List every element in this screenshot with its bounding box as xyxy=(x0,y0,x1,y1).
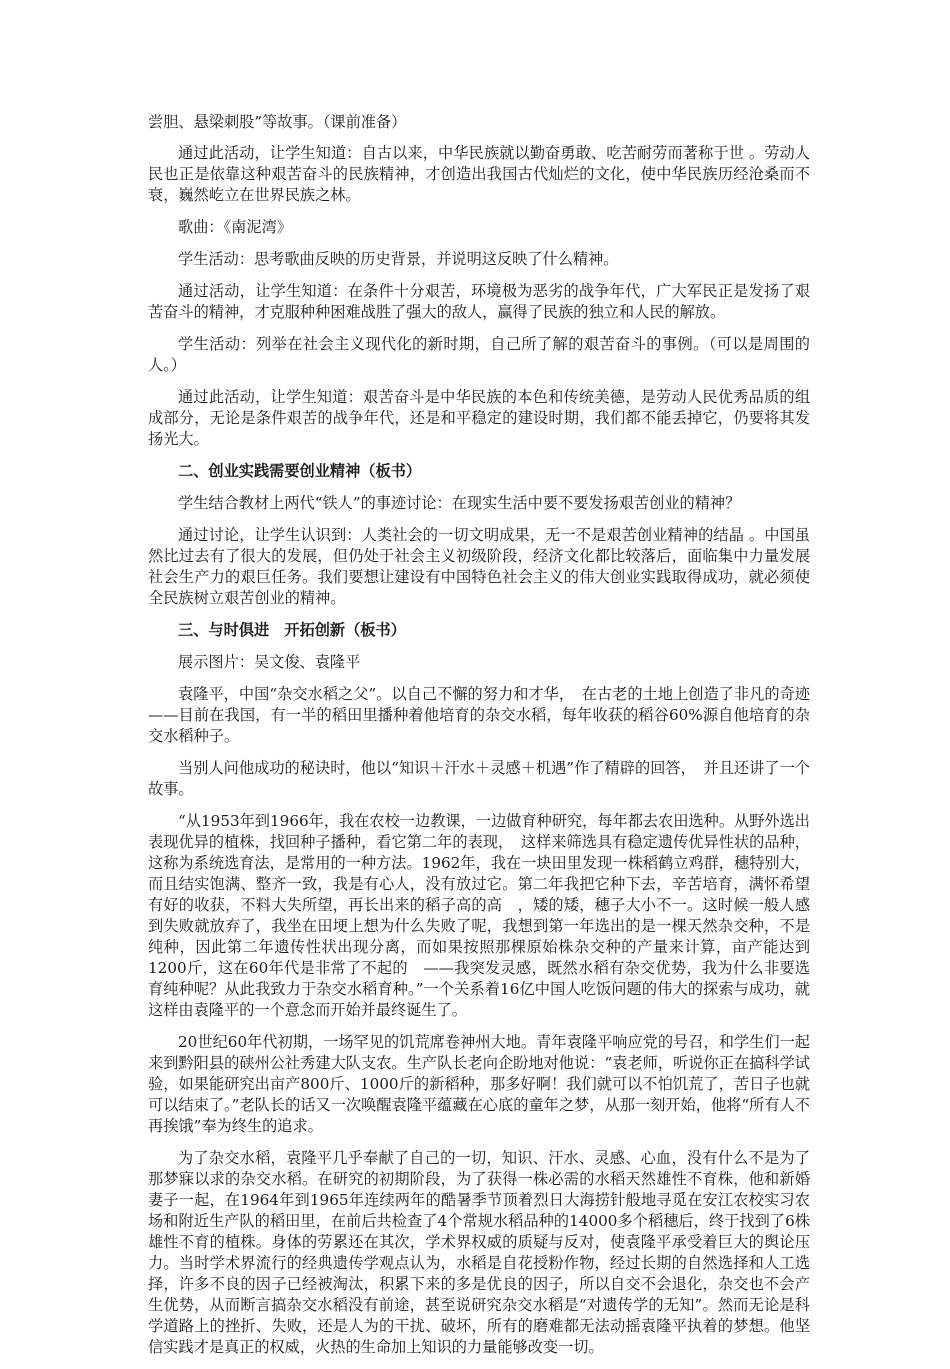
paragraph-show-pictures: 展示图片：吴文俊、袁隆平 xyxy=(178,653,361,671)
section-heading-3: 三、与时俱进 开拓创新（板书） xyxy=(178,621,406,639)
paragraph-story-intro: 尝胆、悬梁刺股”等故事。（课前准备） xyxy=(148,113,407,131)
paragraph-activity-summary-3: 通过此活动，让学生知道：艰苦奋斗是中华民族的本色和传统美德，是劳动人民优秀品质的组成部分，无论是条件艰苦的战争年代，还是和平稳定的建设时期，我们都不能丢掉它，仍要将其发扬光大。 xyxy=(148,388,810,448)
paragraph-dedication: 为了杂交水稻，袁隆平几乎奉献了自己的一切，知识、汗水、灵感、心血，没有什么不是为了那梦寐以求的杂交水稻。在研究的初期阶段，为了获得一株必需的水稻天然雄性不育株，他和新婚妻子一起，在1964年到1965年连续两年的酷暑季节顶着烈日大海捞针般地寻觅在安江农校实习农场和附近生产队的稻田里，在前后共检查了4个常规水稻品种的14000多个稻穗后，终于找到了6株雄性不育的植株。身体的劳累还在其次，学术界权威的质疑与反对，使袁隆平承受着巨大的舆论压力。当时学术界流行的经典遗传学观点认为，水稻是自花授粉作物，经过长期的自然选择和人工选择，许多不良的因子已经被淘汰，积累下来的多是优良的因子，所以自交不会退化，杂交也不会产生优势，从而断言搞杂交水稻没有前途，甚至说研究杂交水稻是“对遗传学的无知”。然而无论是科学道路上的挫折、失败，还是人为的干扰、破坏，所有的磨难都无法动摇袁隆平执着的梦想。他坚信实践才是真正的权威，火热的生命加上知识的力量能够改变一切。 xyxy=(148,1149,810,1356)
paragraph-famine-story: 20世纪60年代初期，一场罕见的饥荒席卷神州大地。青年袁隆平响应党的号召，和学生们一起来到黔阳县的硖州公社秀建大队支农。生产队长老向企盼地对他说：“袁老师，听说你正在搞科学试验，如果能研究出亩产800斤、1000斤的新稻种，那多好啊！我们就可以不怕饥荒了，苦日子也就可以结束了。”老队长的话又一次唤醒袁隆平蕴藏在心底的童年之梦，从那一刻开始，他将“所有人不再挨饿”奉为终生的追求。 xyxy=(148,1033,810,1135)
paragraph-activity-summary-2: 通过活动，让学生知道：在条件十分艰苦，环境极为恶劣的战争年代，广大军民正是发扬了艰苦奋斗的精神，才克服种种困难战胜了强大的敌人，赢得了民族的独立和人民的解放。 xyxy=(148,282,810,321)
paragraph-student-activity-2: 学生活动：列举在社会主义现代化的新时期，自己所了解的艰苦奋斗的事例。（可以是周围的人。） xyxy=(148,335,810,374)
paragraph-song-title: 歌曲：《南泥湾》 xyxy=(178,218,292,236)
paragraph-iron-man-discussion: 学生结合教材上两代“铁人”的事迹讨论：在现实生活中要不要发扬艰苦创业的精神？ xyxy=(178,494,741,512)
paragraph-activity-summary-1: 通过此活动，让学生知道：自古以来，中华民族就以勤奋勇敢、吃苦耐劳而著称于世 。劳动人民也正是依靠这种艰苦奋斗的民族精神，才创造出我国古代灿烂的文化，使中华民族历经沧桑而不衰，巍然屹立在世界民族之林。 xyxy=(148,144,810,204)
paragraph-yuan-longping-intro: 袁隆平，中国“杂交水稻之父”。以自己不懈的努力和才华， 在古老的土地上创造了非凡的奇迹——目前在我国，有一半的稻田里播种着他培育的杂交水稻，每年收获的稻谷60%源自他培育的杂交水稻种子。 xyxy=(148,685,810,745)
section-heading-2: 二、创业实践需要创业精神（板书） xyxy=(178,462,421,480)
paragraph-discussion-summary: 通过讨论，让学生认识到：人类社会的一切文明成果，无一不是艰苦创业精神的结晶 。中国虽然比过去有了很大的发展，但仍处于社会主义初级阶段，经济文化都比较落后，面临集中力量发展社会生产力的艰巨任务。我们要想让建设有中国特色社会主义的伟大创业实践取得成功，就必须使全民族树立艰苦创业的精神。 xyxy=(148,526,810,607)
paragraph-success-secret: 当别人问他成功的秘诀时，他以“知识＋汗水＋灵感＋机遇”作了精辟的回答， 并且还讲了一个故事。 xyxy=(148,759,810,798)
paragraph-student-activity-1: 学生活动：思考歌曲反映的历史背景，并说明这反映了什么精神。 xyxy=(178,250,619,268)
paragraph-quote-story: “从1953年到1966年，我在农校一边教课，一边做育种研究，每年都去农田选种。从野外选出表现优异的植株，找回种子播种，看它第二年的表现， 这样来筛选具有稳定遗传优异性状的品种，这称为系统选育法，是常用的一种方法。1962年，我在一块田里发现一株稻鹤立鸡群，穗特别大，而且结实饱满、整齐一致，我是有心人，没有放过它。第二年我把它种下去，辛苦培育，满怀希望有好的收获，不料大失所望，再长出来的稻子高的高 ，矮的矮，穗子大小不一。这时候一般人感到失败就放弃了，我坐在田埂上想为什么失败了呢，我想到第一年选出的是一棵天然杂交种，不是纯种，因此第二年遗传性状出现分离，而如果按照那棵原始株杂交种的产量来计算，亩产能达到1200斤，这在60年代是非常了不起的 ——我突发灵感，既然水稻有杂交优势，我为什么非要选育纯种呢？从此我致力于杂交水稻育种。”一个关系着16亿中国人吃饭问题的伟大的探索与成功，就这样由袁隆平的一个意念而开始并最终诞生了。 xyxy=(148,812,810,1019)
document-page xyxy=(148,112,810,1369)
